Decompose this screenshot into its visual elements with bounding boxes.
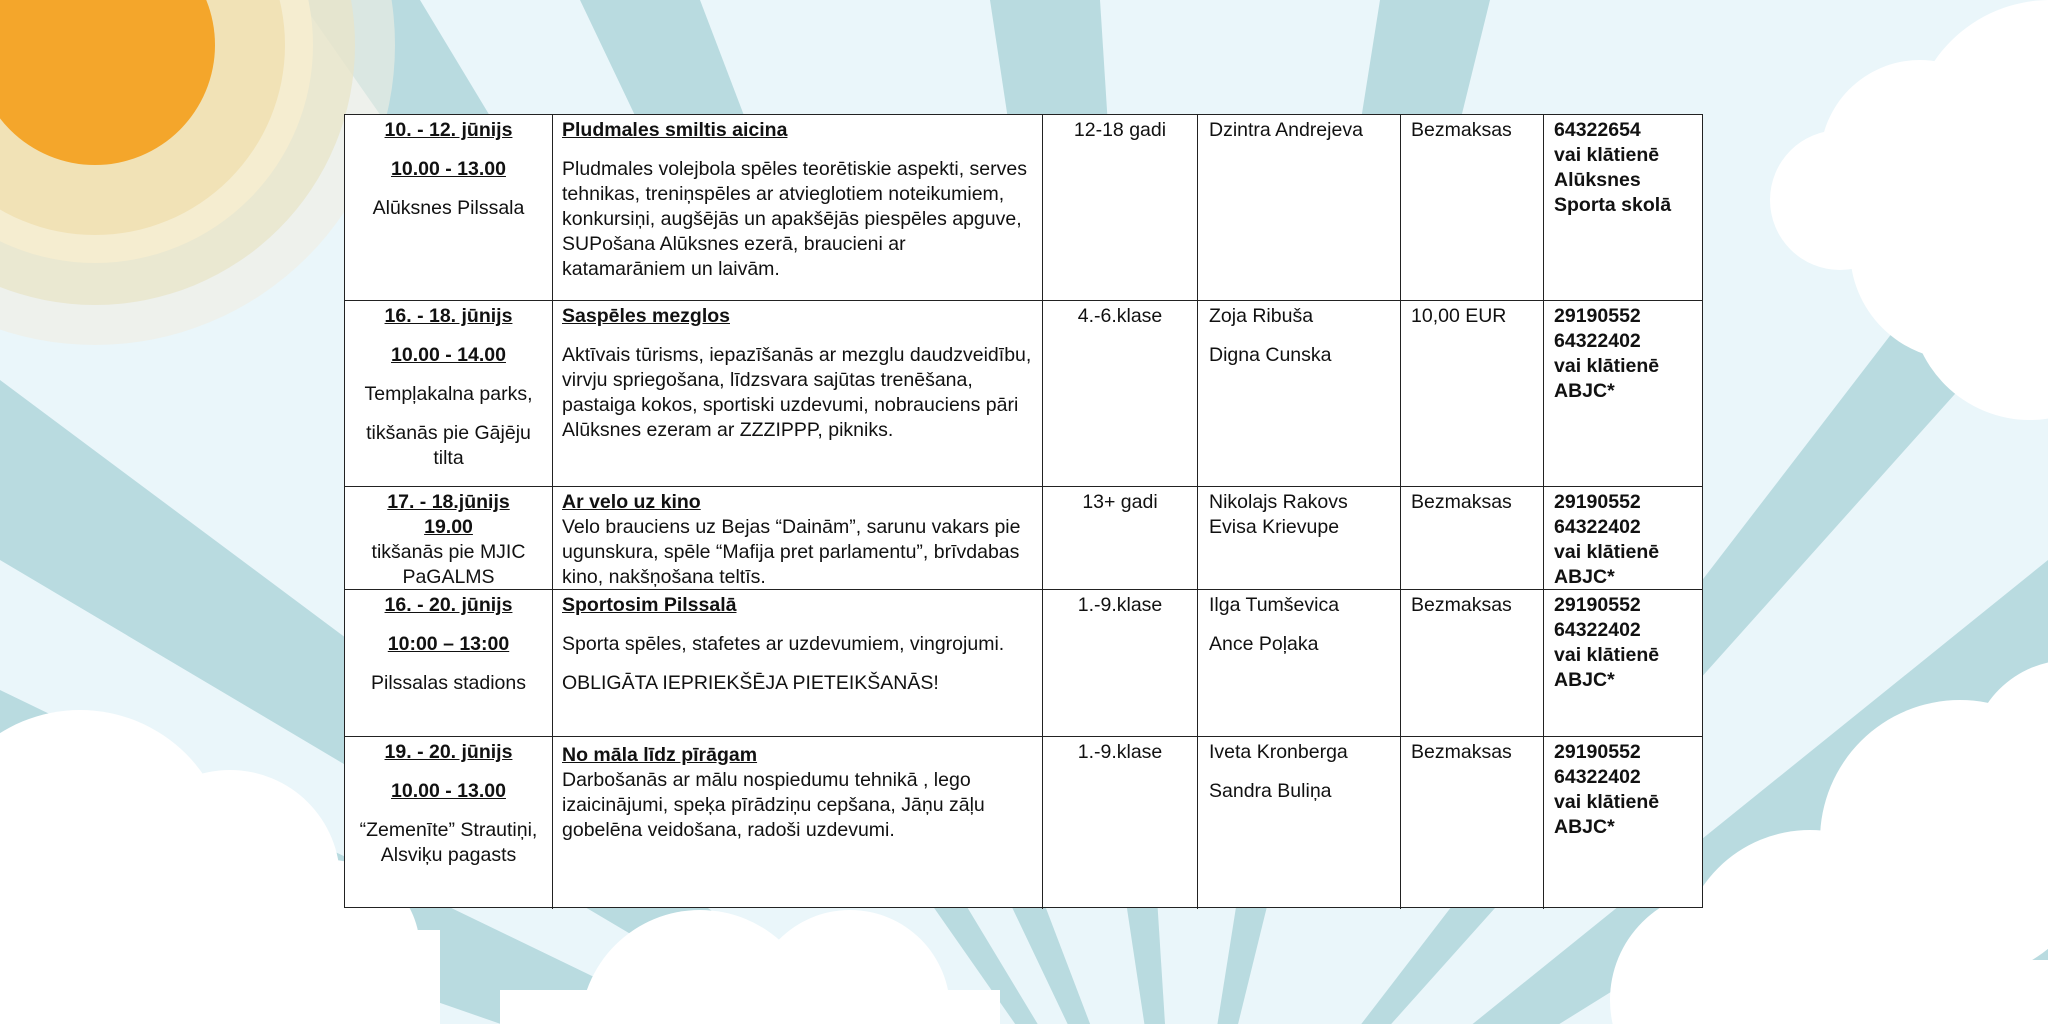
activity-place: Alūksnes Pilssala: [372, 197, 525, 219]
activity-place: tikšanās pie MJIC PaGALMS: [371, 541, 526, 588]
leaders-cell: [1198, 590, 1401, 736]
leader-name: Sandra Buliņa: [1209, 780, 1332, 802]
price-cell: 10,00 EUR: [1401, 301, 1544, 486]
leaders-cell: [1198, 115, 1401, 300]
leaders-cell: [1198, 301, 1401, 486]
price-cell: Bezmaksas: [1401, 487, 1544, 589]
table-row: [345, 487, 1702, 590]
leaders-cell: [1198, 737, 1401, 909]
activity-place: “Zemenīte” Strautiņi, Alsviķu pagasts: [359, 819, 538, 866]
price-cell: Bezmaksas: [1401, 115, 1544, 300]
activity-dates: 10. - 12. jūnijs: [384, 119, 513, 141]
leader-name: Ance Poļaka: [1209, 633, 1319, 655]
contact-cell: 29190552 64322402 vai klātienē ABJC*: [1554, 305, 1660, 402]
activity-title: Ar velo uz kino: [562, 491, 701, 513]
leader-name: Digna Cunska: [1209, 344, 1332, 366]
leader-name: Zoja Ribuša: [1209, 305, 1314, 327]
activity-description: Sporta spēles, stafetes ar uzdevumiem, vingrojumi.: [562, 633, 1005, 655]
contact-cell: 64322654 vai klātienē Alūksnes Sporta skolā: [1554, 119, 1672, 216]
leaders-cell: [1198, 487, 1401, 589]
activity-dates: 17. - 18.jūnijs: [387, 491, 510, 513]
activity-time: 10:00 – 13:00: [387, 633, 510, 655]
activity-title: No māla līdz pīrāgam: [562, 744, 758, 766]
leader-name: Iveta Kronberga: [1209, 741, 1348, 763]
table-row: [345, 301, 1702, 487]
activity-place: Pilssalas stadions: [371, 672, 526, 694]
date-time-place-cell: [345, 301, 553, 486]
table-row: [345, 590, 1702, 737]
leader-name: Ilga Tumševica: [1209, 594, 1340, 616]
activity-description: Velo brauciens uz Bejas “Dainām”, sarunu vakars pie ugunskura, spēle “Mafija pret parlamentu”, brīvdabas kino, nakšņošana teltīs.: [562, 516, 1021, 588]
activity-title: Pludmales smiltis aicina: [562, 119, 788, 141]
leader-name: Nikolajs Rakovs: [1209, 491, 1348, 513]
date-time-place-cell: [345, 487, 553, 589]
activity-time: 10.00 - 13.00: [391, 158, 506, 180]
price-cell: Bezmaksas: [1401, 737, 1544, 909]
date-time-place-cell: [345, 590, 553, 736]
contact-cell: 29190552 64322402 vai klātienē ABJC*: [1554, 491, 1660, 588]
age-group-cell: 13+ gadi: [1043, 487, 1198, 589]
contact-cell: 29190552 64322402 vai klātienē ABJC*: [1554, 741, 1660, 838]
activity-dates: 16. - 20. jūnijs: [384, 594, 513, 616]
age-group-cell: 12-18 gadi: [1043, 115, 1198, 300]
activity-cell: [553, 590, 1043, 736]
date-time-place-cell: [345, 737, 553, 909]
table-row: [345, 115, 1702, 301]
activity-cell: [553, 737, 1043, 909]
activity-cell: [553, 301, 1043, 486]
contact-cell: 29190552 64322402 vai klātienē ABJC*: [1554, 594, 1660, 691]
leader-name: Dzintra Andrejeva: [1209, 119, 1363, 141]
activity-description: Aktīvais tūrisms, iepazīšanās ar mezglu daudzveidību, virvju spriegošana, līdzsvara sajūtas trenēšana, pastaiga kokos, sportiski uzdevumi, nobrauciens pāri Alūksnes ezeram ar ZZZIPPP, pikniks.: [562, 344, 1032, 441]
activity-schedule-table: [344, 114, 1703, 908]
activity-title: Saspēles mezglos: [562, 305, 730, 327]
activity-dates: 16. - 18. jūnijs: [384, 305, 513, 327]
activity-description: Pludmales volejbola spēles teorētiskie aspekti, serves tehnikas, treniņspēles ar atvieglotiem noteikumiem, konkursiņi, augšējās un apakšējās piespēles apguve, SUPošana Alūksnes ezerā, braucieni ar katamarāniem un laivām.: [562, 158, 1027, 280]
activity-title: Sportosim Pilssalā: [562, 594, 737, 616]
table-row: [345, 737, 1702, 909]
registration-note: OBLIGĀTA IEPRIEKŠĒJA PIETEIKŠANĀS!: [562, 672, 939, 694]
activity-cell: [553, 115, 1043, 300]
age-group-cell: 1.-9.klase: [1043, 590, 1198, 736]
leader-name: Evisa Krievupe: [1209, 516, 1340, 538]
activity-time: 10.00 - 14.00: [391, 344, 506, 366]
age-group-cell: 1.-9.klase: [1043, 737, 1198, 909]
activity-meeting-point: tikšanās pie Gājēju tilta: [366, 422, 531, 469]
activity-dates: 19. - 20. jūnijs: [384, 741, 513, 763]
activity-description: Darbošanās ar mālu nospiedumu tehnikā , lego izaicinājumi, speķa pīrādziņu cepšana, Jāņu zāļu gobelēna veidošana, radoši uzdevumi.: [562, 769, 985, 841]
date-time-place-cell: [345, 115, 553, 300]
activity-place: Tempļakalna parks,: [364, 383, 533, 405]
activity-time: 19.00: [424, 516, 473, 538]
price-cell: Bezmaksas: [1401, 590, 1544, 736]
age-group-cell: 4.-6.klase: [1043, 301, 1198, 486]
activity-cell: [553, 487, 1043, 589]
activity-time: 10.00 - 13.00: [391, 780, 506, 802]
